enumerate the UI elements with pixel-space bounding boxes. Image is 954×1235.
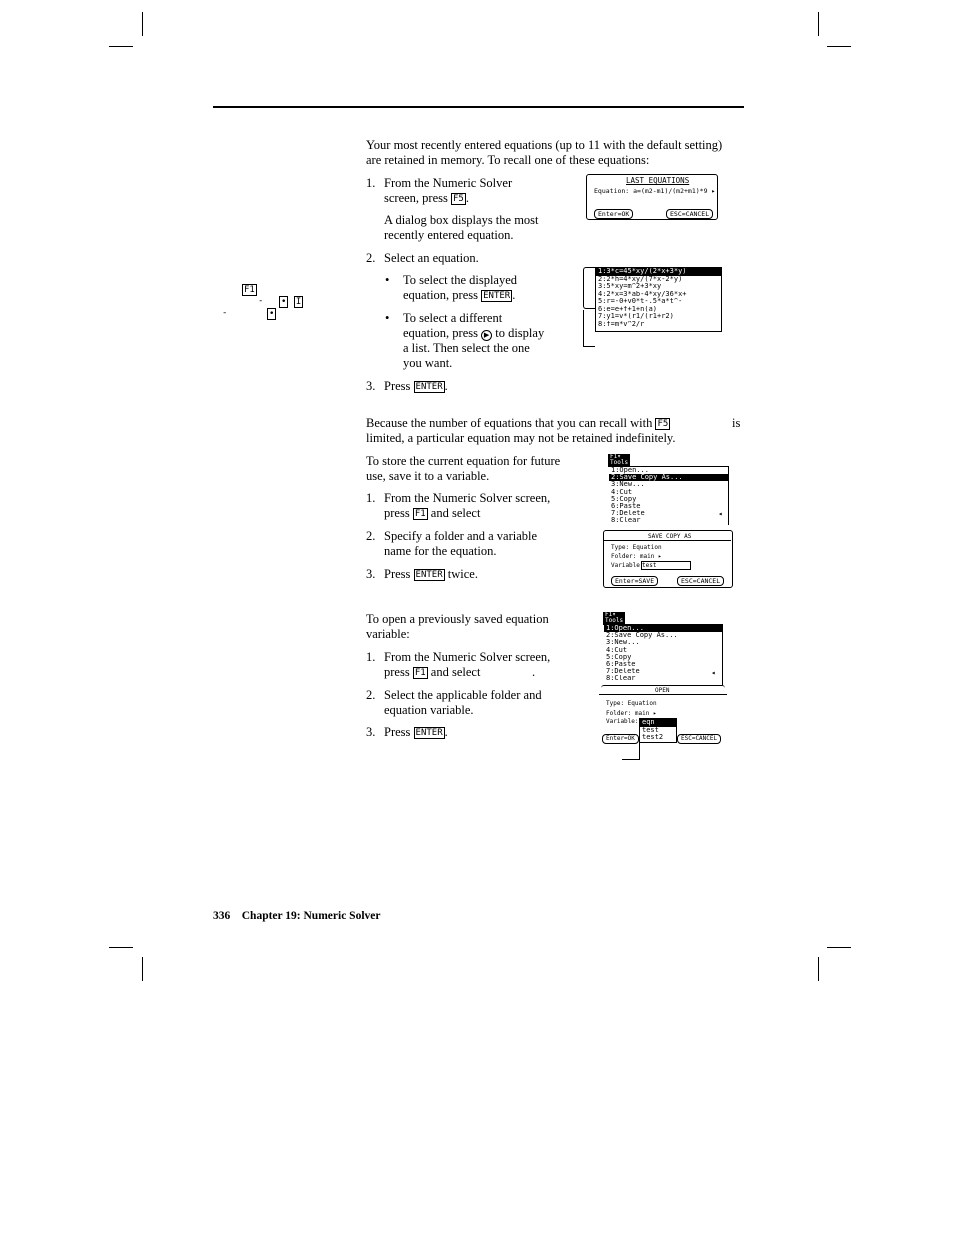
step-text: screen, press F5 . <box>384 191 469 205</box>
chapter-title: Chapter 19: Numeric Solver <box>241 910 381 922</box>
menu-item[interactable]: 6:Paste <box>606 661 636 669</box>
enter-key: ENTER <box>483 291 511 301</box>
folder-dropdown[interactable]: main ▸ <box>634 710 657 717</box>
step-text: name for the equation. <box>384 544 497 558</box>
equation-list-screen <box>583 264 723 352</box>
equation-list-item[interactable]: 6:e=e+f+1+n(a) <box>598 305 658 313</box>
menu-item[interactable]: 8:Clear <box>606 675 636 683</box>
margin-key-f1: F1 <box>244 285 255 295</box>
equation-list-item[interactable]: 4:2*x=3*ab-4*xy/36*x+ <box>598 290 687 298</box>
esc-cancel-button[interactable]: ESC=CANCEL <box>677 576 724 586</box>
open-intro: variable: <box>366 627 410 641</box>
f5-key: F5 <box>453 194 464 204</box>
intro-paragraph: Your most recently entered equations (up to 11 with the default setting) are retained in memory. To recall one of these equations: <box>366 138 723 167</box>
crop-mark <box>142 12 143 36</box>
bullet-text: a list. Then select the one <box>403 341 530 355</box>
menu-item[interactable]: 1:Open... <box>611 467 649 474</box>
bullet-text: you want. <box>403 356 453 370</box>
save-copy-as-dialog <box>603 530 733 588</box>
menu-item[interactable]: 6:Paste <box>611 503 641 511</box>
bullet-text: equation, press ▶ to display <box>403 326 545 340</box>
f1-key: F1 <box>414 509 426 519</box>
step-text: Specify a folder and a variable <box>384 529 538 543</box>
open-dialog <box>599 685 727 761</box>
enter-key: ENTER <box>415 728 443 738</box>
dialog-title: SAVE COPY AS <box>648 533 692 540</box>
menu-arrow-icon: ◂ <box>711 668 716 677</box>
step-note: A dialog box displays the most <box>384 213 539 227</box>
crop-mark <box>827 46 851 47</box>
enter-save-button[interactable]: Enter=SAVE <box>611 576 658 586</box>
dialog-title: OPEN <box>655 687 670 694</box>
equation-list-item[interactable]: 8:f=m*v^2/r <box>598 320 645 328</box>
folder-dropdown[interactable]: main ▸ <box>639 553 662 560</box>
variable-option[interactable]: test <box>642 726 659 734</box>
menu-item[interactable]: 5:Copy <box>606 653 632 661</box>
step-text: Press ENTER . <box>384 725 448 739</box>
menu-item[interactable]: 2:Save Copy As... <box>606 632 678 640</box>
step-text: equation variable. <box>384 703 474 717</box>
enter-key: ENTER <box>415 382 443 392</box>
type-label: Type: Equation <box>611 544 662 551</box>
menu-arrow-icon: ◂ <box>718 509 723 518</box>
f1-tab: F1▾ Tools <box>605 611 624 624</box>
store-intro: To store the current equation for future <box>366 454 561 468</box>
menu-item[interactable]: 7:Delete <box>606 668 640 676</box>
menu-item[interactable]: 4:Cut <box>611 488 633 496</box>
menu-item[interactable]: 4:Cut <box>606 646 628 654</box>
step-text: Select the applicable folder and <box>384 688 542 702</box>
folder-label: Folder: main ▸ <box>606 710 657 717</box>
menu-item[interactable]: 2:Save Copy As... <box>609 474 728 481</box>
step-text: From the Numeric Solver <box>384 176 513 190</box>
crop-mark <box>109 947 133 948</box>
f5-key: F5 <box>657 419 669 429</box>
step-note: recently entered equation. <box>384 228 514 242</box>
margin-dash: - <box>258 296 264 306</box>
step-number: 3. <box>366 567 376 581</box>
page-number: 336 <box>213 910 231 922</box>
equation-list-item[interactable]: 1:3*c=45*xy/(2*x+3*y) <box>596 268 721 276</box>
esc-cancel-button[interactable]: ESC=CANCEL <box>666 209 713 219</box>
dialog-title: LAST EQUATIONS <box>626 176 690 185</box>
margin-key-bullet: • I <box>281 297 302 307</box>
step-number: 3. <box>366 725 376 739</box>
callout-line <box>583 346 595 347</box>
store-intro: use, save it to a variable. <box>366 469 490 483</box>
crop-mark <box>818 957 819 981</box>
step-text: Select an equation. <box>384 251 479 265</box>
variable-option[interactable]: eqn <box>640 719 676 727</box>
header-rule <box>213 106 744 108</box>
equation-list-item[interactable]: 3:5*xy=m^2+3*xy <box>598 283 662 290</box>
limit-paragraph: limited, a particular equation may not be retained indefinitely. <box>366 431 676 445</box>
menu-item[interactable]: 3:New... <box>611 481 645 489</box>
tools-menu-screen-open <box>603 612 727 686</box>
step-text: Press ENTER . <box>384 379 448 393</box>
step-number: 2. <box>366 251 376 265</box>
enter-key: ENTER <box>415 570 443 580</box>
margin-dash: - <box>222 308 228 318</box>
equation-list-item[interactable]: 2:2*h=4*xy/(7*x-2*y) <box>598 275 683 283</box>
type-label: Type: Equation <box>606 700 657 707</box>
crop-mark <box>818 12 819 36</box>
step-text: press F1 and select . <box>384 665 536 679</box>
step-text: press F1 and select <box>384 506 481 520</box>
crop-mark <box>827 947 851 948</box>
variable-input[interactable]: test <box>641 561 691 570</box>
step-text: From the Numeric Solver screen, <box>384 650 551 664</box>
limit-paragraph: Because the number of equations that you can recall with F5 is <box>366 416 741 430</box>
variable-dropdown-list[interactable] <box>639 718 677 743</box>
variable-option[interactable]: test2 <box>642 734 664 741</box>
callout-line <box>622 759 640 760</box>
step-number: 1. <box>366 650 376 664</box>
step-text: From the Numeric Solver screen, <box>384 491 551 505</box>
bullet-text: equation, press ENTER . <box>403 288 516 302</box>
variable-label: Variable: <box>606 718 639 725</box>
crop-mark <box>142 957 143 981</box>
tools-menu-screen-save <box>608 454 730 526</box>
crop-mark <box>109 46 133 47</box>
bullet: • <box>385 311 390 325</box>
step-number: 3. <box>366 379 376 393</box>
f1-tab: F1▾ Tools <box>610 453 629 466</box>
step-number: 1. <box>366 491 376 505</box>
step-number: 2. <box>366 688 376 702</box>
menu-item[interactable]: 8:Clear <box>611 517 641 525</box>
variable-label: Variable: <box>611 562 644 569</box>
menu-item[interactable]: 3:New... <box>606 639 640 647</box>
folder-label: Folder: main ▸ <box>611 553 662 560</box>
bullet-text: To select a different <box>403 311 503 325</box>
step-number: 2. <box>366 529 376 543</box>
callout-line <box>639 743 640 759</box>
equation-list-item[interactable]: 7:y1=v*(r1/(r1+r2) <box>598 313 674 320</box>
step-text: Press ENTER twice. <box>384 567 478 581</box>
bullet-text: To select the displayed <box>403 273 518 287</box>
equation-line: Equation: a=(m2-m1)/(m2+m1)*9 ▸ <box>594 187 716 195</box>
open-intro: To open a previously saved equation <box>366 612 549 626</box>
esc-cancel-button[interactable]: ESC=CANCEL <box>677 734 721 744</box>
menu-item[interactable]: 5:Copy <box>611 495 637 503</box>
margin-key-bullet: • <box>269 309 275 319</box>
last-equations-dialog <box>586 174 718 220</box>
enter-ok-button[interactable]: Enter=OK <box>602 734 639 744</box>
enter-ok-button[interactable]: Enter=OK <box>594 209 633 219</box>
bullet: • <box>385 273 390 287</box>
page-footer <box>213 910 380 922</box>
callout-line <box>583 310 584 346</box>
right-arrow-icon: ▶ <box>481 330 492 341</box>
menu-item[interactable]: 1:Open... <box>604 625 722 632</box>
menu-item[interactable]: 7:Delete <box>611 510 645 518</box>
f1-key: F1 <box>414 668 426 678</box>
equation-list-item[interactable]: 5:r=-0+v0*t-.5*a*t^- <box>598 298 683 305</box>
step-number: 1. <box>366 176 376 190</box>
